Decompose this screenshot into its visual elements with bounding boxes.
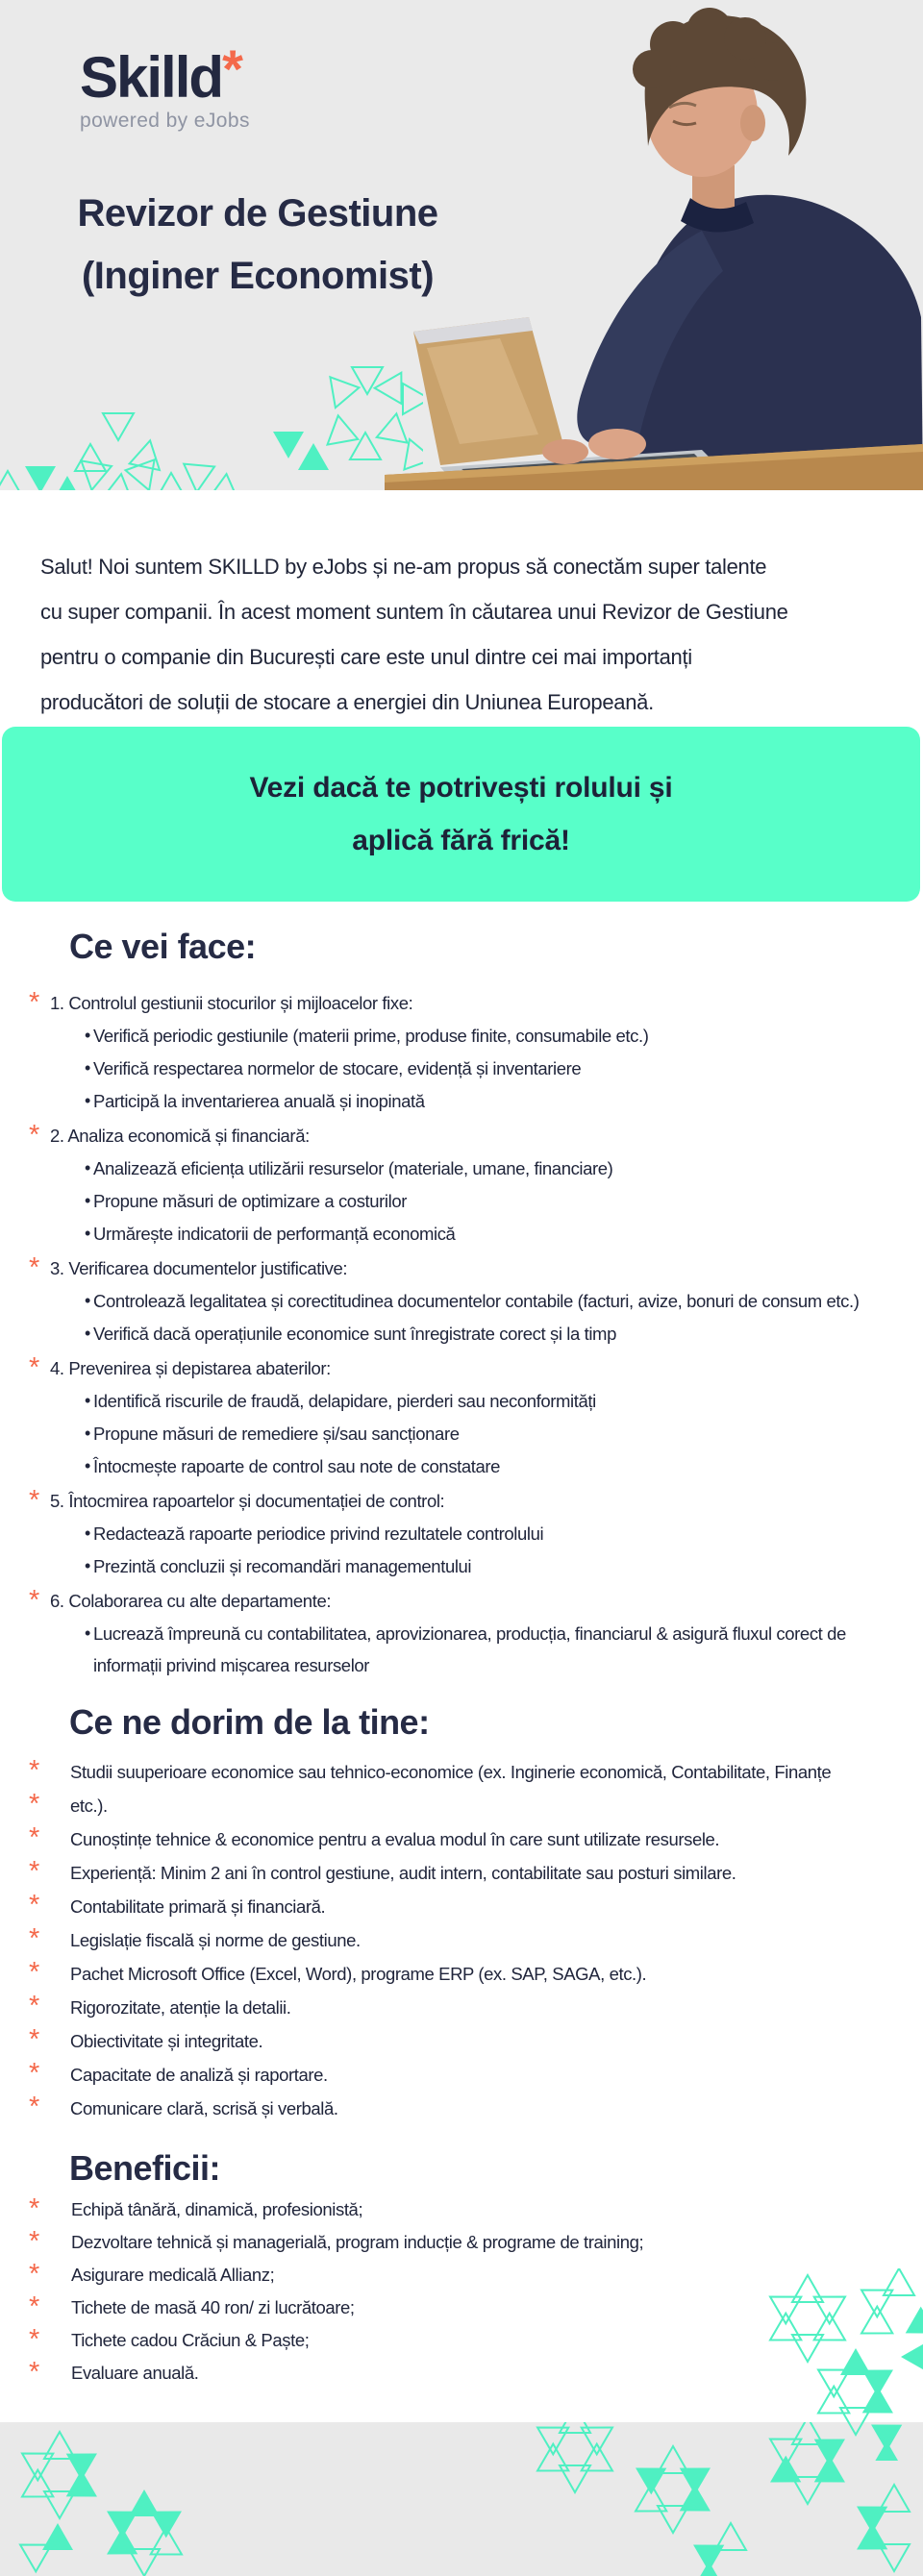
task-bullet-row: [0, 1085, 923, 1117]
asterisk-marker-icon: *: [29, 2058, 39, 2089]
requirement-text: Contabilitate primară și financiară.: [70, 1896, 326, 1917]
task-bullet-text: Verifică respectarea normelor de stocare, evidență și inventariere: [93, 1058, 582, 1078]
intro-line: Salut! Noi suntem SKILLD by eJobs și ne-am propus să conectăm super talente: [40, 555, 767, 579]
task-bullet-text: Urmărește indicatorii de performanță economică: [93, 1224, 456, 1244]
benefit-row: [0, 2193, 923, 2226]
requirement-row: [0, 1856, 923, 1890]
task-item: [0, 987, 923, 1117]
task-label: 4. Prevenirea și depistarea abaterilor:: [50, 1358, 331, 1378]
benefit-text: Evaluare anuală.: [71, 2363, 199, 2383]
task-label-row: [0, 1120, 923, 1152]
tasks-heading: Ce vei face:: [69, 927, 257, 966]
triangle-decor-footer: [0, 2422, 923, 2576]
person-torso: [613, 195, 923, 490]
person-hair: [645, 15, 807, 156]
task-item: [0, 1252, 923, 1350]
intro-paragraph: [40, 544, 896, 725]
asterisk-marker-icon: *: [29, 2024, 39, 2055]
benefit-text: Echipă tânără, dinamică, profesionistă;: [71, 2199, 363, 2219]
task-label-row: [0, 1585, 923, 1617]
bullet-dot-icon: •: [85, 1456, 90, 1475]
task-bullet-row: [0, 1020, 923, 1052]
bullet-dot-icon: •: [85, 1523, 90, 1543]
task-label-row: [0, 1352, 923, 1384]
asterisk-marker-icon: *: [29, 2324, 39, 2355]
person-arm: [577, 231, 723, 452]
bullet-dot-icon: •: [85, 1556, 90, 1575]
task-bullet-row: [0, 1152, 923, 1184]
task-bullets: [0, 1618, 923, 1681]
logo-brand: Skilld: [80, 45, 223, 110]
benefit-row: [0, 2259, 923, 2291]
asterisk-marker-icon: *: [29, 1890, 39, 1920]
requirement-row: [0, 1789, 923, 1822]
task-bullet-text: Redactează rapoarte periodice privind rezultatele controlului: [93, 1523, 544, 1544]
requirement-text: Experiență: Minim 2 ani în control gestiune, audit intern, contabilitate sau posturi similare.: [70, 1863, 736, 1883]
task-label: 2. Analiza economică și financiară:: [50, 1126, 310, 1146]
section-tasks: [0, 927, 923, 1681]
task-bullet-row: [0, 1318, 923, 1350]
task-bullet-row: [0, 1185, 923, 1217]
task-bullet-row: [0, 1218, 923, 1250]
task-bullets: [0, 1285, 923, 1350]
logo-asterisk-icon: *: [222, 38, 243, 99]
task-bullet-text: Propune măsuri de optimizare a costurilor: [93, 1191, 408, 1211]
requirements-heading: Ce ne dorim de la tine:: [69, 1702, 430, 1742]
task-label: 3. Verificarea documentelor justificative:: [50, 1258, 348, 1278]
laptop-lid: [413, 317, 565, 465]
bullet-dot-icon: •: [85, 1623, 90, 1643]
benefit-text: Asigurare medicală Allianz;: [71, 2265, 275, 2285]
benefits-heading: Beneficii:: [69, 2148, 221, 2188]
requirement-row: [0, 1923, 923, 1957]
requirements-list: [0, 1755, 923, 2125]
requirement-text: Studii suuperioare economice sau tehnico-economice (ex. Inginerie economică, Contabilitate, Finanțe: [70, 1762, 832, 1782]
requirement-text: Pachet Microsoft Office (Excel, Word), programe ERP (ex. SAP, SAGA, etc.).: [70, 1964, 647, 1984]
task-bullet-text: Prezintă concluzii și recomandări managementului: [93, 1556, 472, 1576]
section-requirements: [0, 1702, 923, 2125]
task-bullet-row: [0, 1518, 923, 1549]
task-bullet-text: Propune măsuri de remediere și/sau sancționare: [93, 1424, 460, 1444]
asterisk-marker-icon: *: [29, 1856, 39, 1887]
asterisk-marker-icon: *: [29, 987, 39, 1018]
task-bullet-text: Verifică dacă operațiunile economice sunt înregistrate corect și la timp: [93, 1324, 616, 1344]
requirement-text: Cunoștințe tehnice & economice pentru a evalua modul în care sunt utilizate resursele.: [70, 1829, 720, 1849]
bullet-dot-icon: •: [85, 1424, 90, 1443]
asterisk-marker-icon: *: [29, 1352, 39, 1383]
requirement-row: [0, 1822, 923, 1856]
bullet-dot-icon: •: [85, 1391, 90, 1410]
intro-line: cu super companii. În acest moment suntem în căutarea unui Revizor de Gestiune: [40, 600, 788, 624]
benefit-text: Tichete cadou Crăciun & Paște;: [71, 2330, 310, 2350]
bullet-dot-icon: •: [85, 1158, 90, 1177]
task-bullet-text: Lucrează împreună cu contabilitatea, aprovizionarea, producția, financiarul & asigură fluxul corect de informații privind mișcarea resurselor: [93, 1623, 846, 1675]
task-bullet-text: Identifică riscurile de fraudă, delapidare, pierderi sau neconformități: [93, 1391, 596, 1411]
requirement-row: [0, 2092, 923, 2125]
asterisk-marker-icon: *: [29, 1822, 39, 1853]
cta-banner-line: Vezi dacă te potrivești rolului și: [249, 772, 673, 804]
task-item: [0, 1352, 923, 1482]
task-bullet-row: [0, 1053, 923, 1084]
requirement-row: [0, 1957, 923, 1991]
asterisk-marker-icon: *: [29, 1923, 39, 1954]
desk: [385, 444, 923, 490]
benefit-row: [0, 2291, 923, 2324]
bullet-dot-icon: •: [85, 1224, 90, 1243]
intro-line: producători de soluții de stocare a energiei din Uniunea Europeană.: [40, 690, 654, 714]
asterisk-marker-icon: *: [29, 1789, 39, 1820]
task-bullet-row: [0, 1385, 923, 1417]
asterisk-marker-icon: *: [29, 1957, 39, 1988]
requirement-row: [0, 1755, 923, 1789]
asterisk-marker-icon: *: [29, 1485, 39, 1516]
requirement-text: Rigorozitate, atenție la detalii.: [70, 1997, 291, 2018]
task-item: [0, 1585, 923, 1681]
requirement-text: etc.).: [70, 1796, 108, 1816]
benefit-row: [0, 2357, 923, 2390]
task-bullet-text: Verifică periodic gestiunile (materii prime, produse finite, consumabile etc.): [93, 1026, 649, 1046]
requirement-row: [0, 1890, 923, 1923]
benefit-row: [0, 2324, 923, 2357]
job-title-line1: Revizor de Gestiune: [77, 192, 438, 235]
laptop-base: [440, 450, 723, 484]
benefit-row: [0, 2226, 923, 2259]
cta-banner[interactable]: [2, 727, 920, 902]
task-item: [0, 1120, 923, 1250]
task-bullet-text: Controlează legalitatea și corectitudinea documentelor contabile (facturi, avize, bonuri de consum etc.): [93, 1291, 860, 1311]
task-label: 5. Întocmirea rapoartelor și documentației de control:: [50, 1491, 445, 1511]
task-bullet-row: [0, 1285, 923, 1317]
asterisk-marker-icon: *: [29, 2357, 39, 2388]
task-item: [0, 1485, 923, 1582]
asterisk-marker-icon: *: [29, 1120, 39, 1151]
benefit-text: Tichete de masă 40 ron/ zi lucrătoare;: [71, 2297, 355, 2317]
tasks-list: [0, 987, 923, 1681]
section-benefits: [0, 2148, 923, 2390]
bullet-dot-icon: •: [85, 1324, 90, 1343]
person-face: [646, 50, 758, 177]
requirement-row: [0, 1991, 923, 2024]
requirement-text: Comunicare clară, scrisă și verbală.: [70, 2098, 338, 2118]
bullet-dot-icon: •: [85, 1026, 90, 1045]
person-neck: [692, 165, 735, 210]
bullet-dot-icon: •: [85, 1191, 90, 1210]
triangle-cluster: [12, 2422, 910, 2576]
laptop-keyboard: [462, 454, 702, 475]
task-label: 6. Colaborarea cu alte departamente:: [50, 1591, 332, 1611]
task-label-row: [0, 987, 923, 1019]
intro-line: pentru o companie din București care este unul dintre cei mai importanți: [40, 645, 692, 669]
task-bullet-row: [0, 1450, 923, 1482]
bullet-dot-icon: •: [85, 1058, 90, 1077]
asterisk-marker-icon: *: [29, 1755, 39, 1786]
header: [0, 0, 923, 490]
task-label-row: [0, 1485, 923, 1517]
requirement-text: Capacitate de analiză și raportare.: [70, 2065, 328, 2085]
task-bullets: [0, 1385, 923, 1482]
task-bullet-row: [0, 1418, 923, 1449]
task-bullet-row: [0, 1618, 923, 1681]
task-label: 1. Controlul gestiunii stocurilor și mijloacelor fixe:: [50, 993, 413, 1013]
triangle-cluster: [0, 367, 423, 490]
task-bullet-row: [0, 1550, 923, 1582]
bullet-dot-icon: •: [85, 1291, 90, 1310]
person-hand: [542, 439, 588, 464]
person-hand: [588, 429, 646, 459]
asterisk-marker-icon: *: [29, 1252, 39, 1283]
sweater-collar: [681, 198, 754, 233]
task-bullets: [0, 1518, 923, 1582]
logo-tagline: powered by eJobs: [80, 110, 250, 132]
requirement-row: [0, 2058, 923, 2092]
benefits-list: [0, 2193, 923, 2390]
asterisk-marker-icon: *: [29, 2226, 39, 2257]
person-ear: [740, 105, 765, 141]
bullet-dot-icon: •: [85, 1091, 90, 1110]
logo: [80, 38, 250, 132]
task-bullet-text: Analizează eficiența utilizării resurselor (materiale, umane, financiare): [93, 1158, 613, 1178]
task-bullets: [0, 1020, 923, 1117]
triangle-decor-header: [0, 341, 423, 490]
job-title-line2: (Inginer Economist): [81, 255, 435, 297]
asterisk-marker-icon: *: [29, 2193, 39, 2224]
task-bullet-text: Participă la inventarierea anuală și inopinată: [93, 1091, 425, 1111]
requirement-text: Legislație fiscală și norme de gestiune.: [70, 1930, 361, 1950]
requirement-row: [0, 2024, 923, 2058]
asterisk-marker-icon: *: [29, 1991, 39, 2021]
requirement-text: Obiectivitate și integritate.: [70, 2031, 263, 2051]
asterisk-marker-icon: *: [29, 2092, 39, 2122]
cta-banner-line: aplică fără frică!: [352, 825, 570, 856]
task-bullet-text: Întocmește rapoarte de control sau note de constatare: [93, 1456, 501, 1476]
asterisk-marker-icon: *: [29, 2259, 39, 2290]
job-title: [27, 183, 488, 308]
asterisk-marker-icon: *: [29, 2291, 39, 2322]
benefit-text: Dezvoltare tehnică și managerială, program inducție & programe de training;: [71, 2232, 644, 2252]
task-label-row: [0, 1252, 923, 1284]
asterisk-marker-icon: *: [29, 1585, 39, 1616]
footer-band: [0, 2422, 923, 2576]
task-bullets: [0, 1152, 923, 1250]
